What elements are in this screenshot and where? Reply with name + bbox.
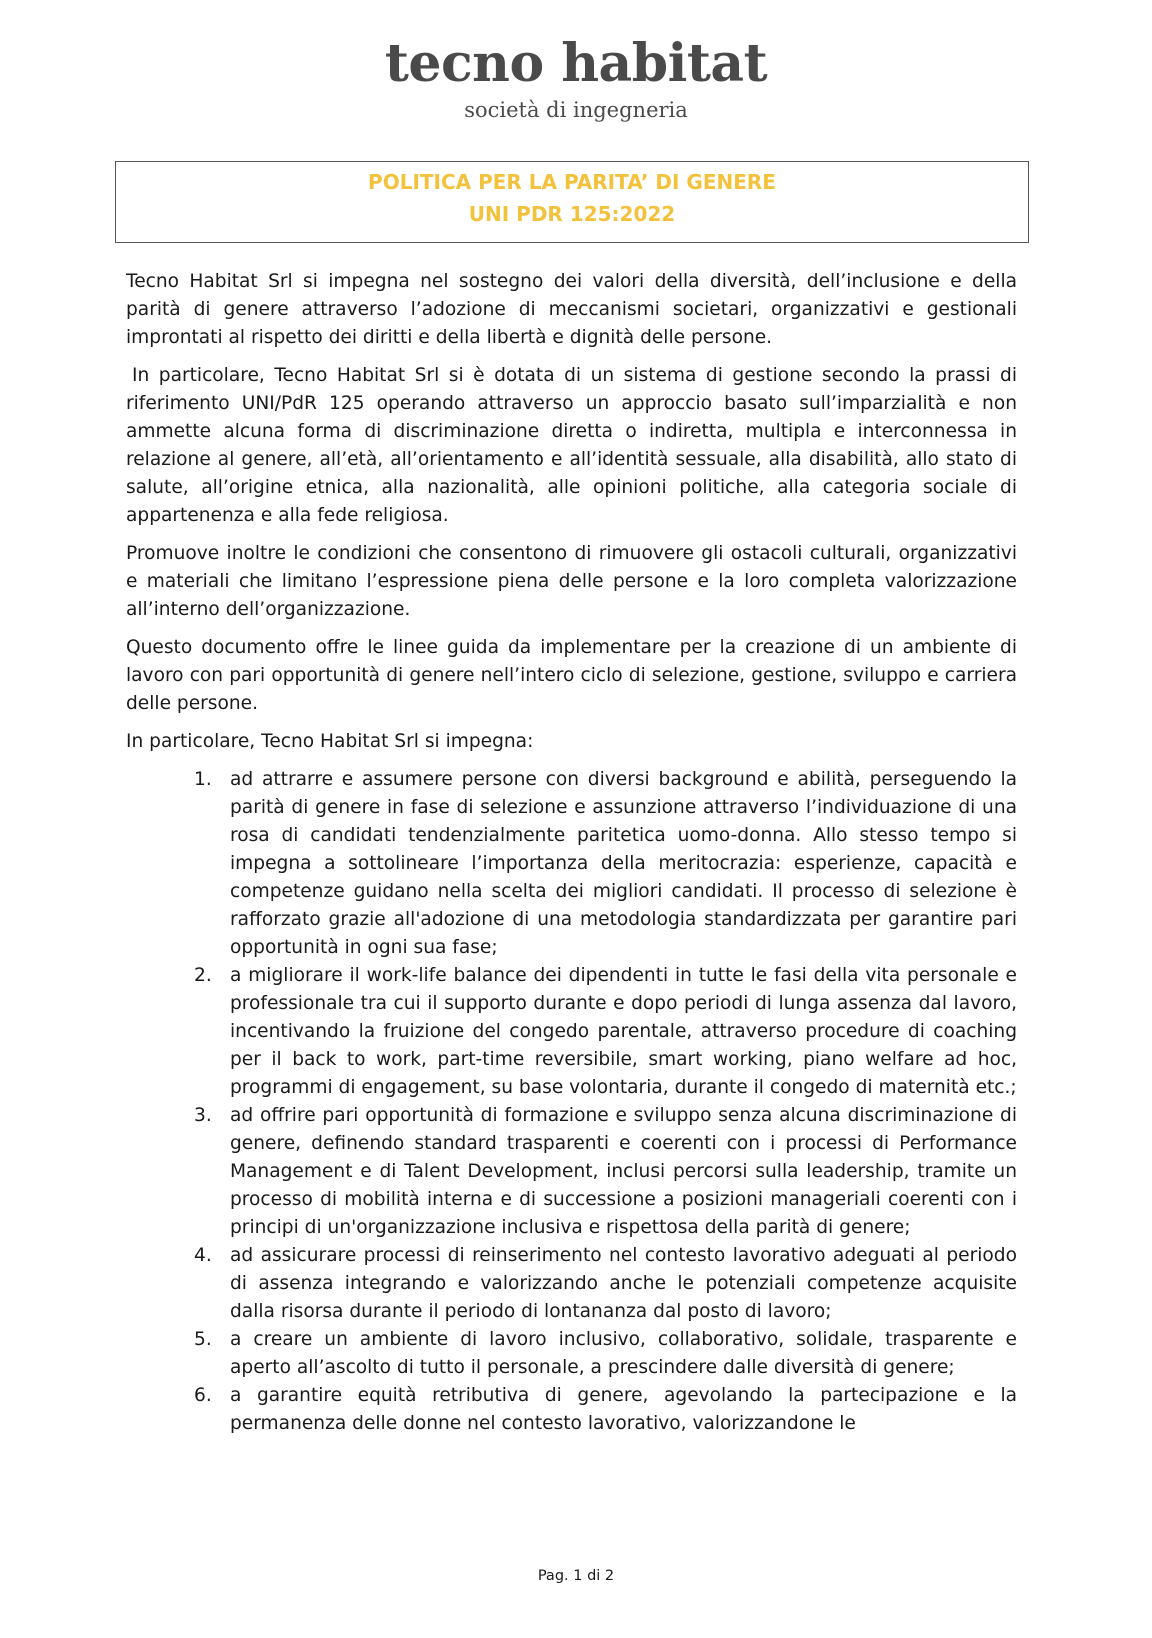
title-box (115, 161, 1029, 243)
paragraph-promotion: Promuove inoltre le condizioni che consentono di rimuovere gli ostacoli culturali, organizzativi e materiali che limitano l’espressione piena delle persone e la loro completa valorizzazione all’interno dell’organizzazione. (126, 543, 1017, 620)
list-item-text: a migliorare il work-life balance dei dipendenti in tutte le fasi della vita personale e professionale tra cui il supporto durante e dopo periodi di lunga assenza dal lavoro, incentivando la fruizione del congedo parentale, attraverso procedure di coaching per il back to work, part-time reversibile, smart working, piano welfare ad hoc, programmi di engagement, su base volontaria, durante il congedo di maternità etc.; (230, 965, 1017, 1098)
paragraph-management-system: In particolare, Tecno Habitat Srl si è dotata di un sistema di gestione secondo la prassi di riferimento UNI/PdR 125 operando attraverso un approccio basato sull’imparzialità e non ammette alcuna forma di discriminazione diretta o indiretta, multipla e interconnessa in relazione al genere, all’età, all’orientamento e all’identità sessuale, alla disabilità, allo stato di salute, all’origine etnica, alla nazionalità, alle opinioni politiche, alla categoria sociale di appartenenza e alla fede religiosa. (126, 365, 1017, 526)
company-logo (0, 34, 1152, 124)
logo-tagline: società di ingegneria (464, 98, 688, 122)
logo-wordmark: tecno habitat (384, 33, 768, 94)
paragraph-guidelines: Questo documento offre le linee guida da implementare per la creazione di un ambiente di lavoro con pari opportunità di genere nell’intero ciclo di selezione, gestione, sviluppo e carriera delle persone. (126, 637, 1017, 714)
page-number: Pag. 1 di 2 (537, 1568, 615, 1584)
list-item-number: 2. (194, 965, 212, 986)
list-item (126, 766, 1017, 962)
list-item-number: 5. (194, 1329, 212, 1350)
document-standard: UNI PDR 125:2022 (468, 202, 676, 226)
list-item-number: 3. (194, 1105, 212, 1126)
list-item-number: 4. (194, 1245, 212, 1266)
document-title: POLITICA PER LA PARITA’ DI GENERE (368, 170, 776, 194)
commitments-list (126, 766, 1017, 1438)
paragraph-intro: Tecno Habitat Srl si impegna nel sostegno dei valori della diversità, dell’inclusione e della parità di genere attraverso l’adozione di meccanismi societari, organizzativi e gestionali improntati al rispetto dei diritti e della libertà e dignità delle persone. (126, 271, 1017, 348)
list-item-text: ad attrarre e assumere persone con diversi background e abilità, perseguendo la parità di genere in fase di selezione e assunzione attraverso l’individuazione di una rosa di candidati tendenzialmente paritetica uomo-donna. Allo stesso tempo si impegna a sottolineare l’importanza della meritocrazia: esperienze, capacità e competenze guidano nella scelta dei migliori candidati. Il processo di selezione è rafforzato grazie all'adozione di una metodologia standardizzata per garantire pari opportunità in ogni sua fase; (230, 769, 1017, 958)
list-item-text: a creare un ambiente di lavoro inclusivo, collaborativo, solidale, trasparente e aperto all’ascolto di tutto il personale, a prescindere dalle diversità di genere; (230, 1329, 1017, 1378)
list-item-text: a garantire equità retributiva di genere, agevolando la partecipazione e la permanenza delle donne nel contesto lavorativo, valorizzandone le (230, 1385, 1017, 1434)
list-item-number: 1. (194, 769, 212, 790)
list-item (126, 1242, 1017, 1326)
list-item (126, 1102, 1017, 1242)
list-item-number: 6. (194, 1385, 212, 1406)
list-item-text: ad assicurare processi di reinserimento nel contesto lavorativo adeguati al periodo di assenza integrando e valorizzando anche le potenziali competenze acquisite dalla risorsa durante il periodo di lontananza dal posto di lavoro; (230, 1245, 1017, 1322)
list-item-text: ad offrire pari opportunità di formazione e sviluppo senza alcuna discriminazione di genere, definendo standard trasparenti e coerenti con i processi di Performance Management e di Talent Development, inclusi percorsi sulla leadership, tramite un processo di mobilità interna e di successione a posizioni manageriali coerenti con i principi di un'organizzazione inclusiva e rispettosa della parità di genere; (230, 1105, 1017, 1238)
document-body (126, 268, 1017, 1438)
paragraph-commitments-intro: In particolare, Tecno Habitat Srl si impegna: (126, 731, 534, 752)
list-item (126, 1382, 1017, 1438)
list-item (126, 1326, 1017, 1382)
list-item (126, 962, 1017, 1102)
